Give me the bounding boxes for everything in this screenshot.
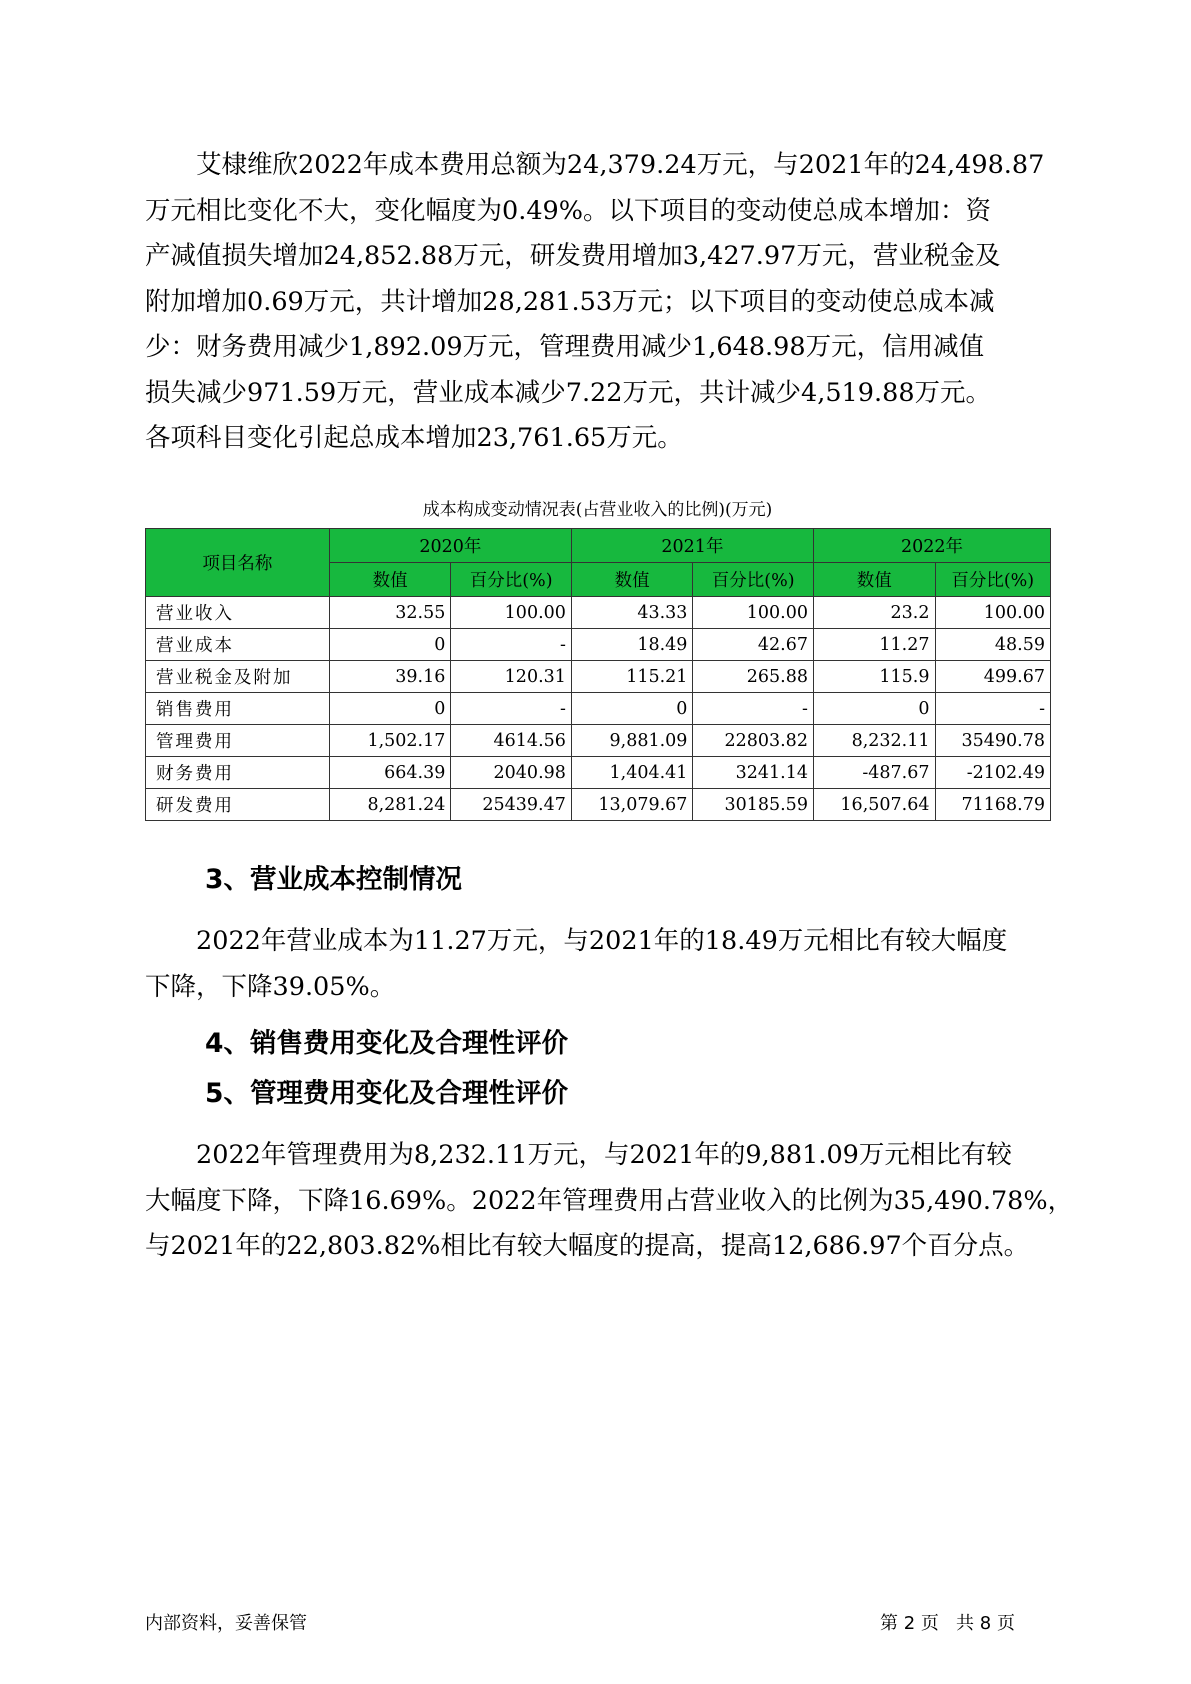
table-row xyxy=(146,597,1051,629)
section5-paragraph xyxy=(145,1133,1074,1270)
table-cell: 100.00 xyxy=(935,597,1051,629)
table-cell: 265.88 xyxy=(693,661,814,693)
table-cell: 22803.82 xyxy=(693,725,814,757)
percent-header: 百分比(%) xyxy=(935,563,1051,597)
percent-header: 百分比(%) xyxy=(451,563,572,597)
percent-header: 百分比(%) xyxy=(693,563,814,597)
table-cell: 0 xyxy=(329,693,451,725)
summary-line: 损失减少971.59万元，营业成本减少7.22万元，共计减少4,519.88万元。 xyxy=(145,377,992,408)
summary-paragraph xyxy=(145,143,1050,462)
table-cell: 664.39 xyxy=(329,757,451,789)
table-header-row xyxy=(146,529,1051,563)
table-cell: 100.00 xyxy=(451,597,572,629)
table-cell: 100.00 xyxy=(693,597,814,629)
table-cell: 0 xyxy=(329,629,451,661)
section5-line: 大幅度下降，下降16.69%。2022年管理费用占营业收入的比例为35,490.78%， xyxy=(145,1185,1074,1216)
table-cell: 42.67 xyxy=(693,629,814,661)
table-row xyxy=(146,661,1051,693)
table-cell: 9,881.09 xyxy=(571,725,693,757)
table-cell: - xyxy=(451,629,572,661)
summary-line: 各项科目变化引起总成本增加23,761.65万元。 xyxy=(145,423,683,453)
table-cell: 0 xyxy=(813,693,935,725)
row-label: 管理费用 xyxy=(146,725,330,757)
section3-line: 2022年营业成本为11.27万元，与2021年的18.49万元相比有较大幅度 xyxy=(196,926,1008,956)
table-cell: 16,507.64 xyxy=(813,789,935,821)
table-row xyxy=(146,629,1051,661)
row-label: 营业成本 xyxy=(146,629,330,661)
value-header: 数值 xyxy=(571,563,693,597)
table-cell: 25439.47 xyxy=(451,789,572,821)
section-heading-3: 3、营业成本控制情况 xyxy=(205,864,462,895)
table-cell: 18.49 xyxy=(571,629,693,661)
table-cell: - xyxy=(451,693,572,725)
table-cell: 23.2 xyxy=(813,597,935,629)
table-cell: 499.67 xyxy=(935,661,1051,693)
table-cell: -2102.49 xyxy=(935,757,1051,789)
table-cell: 1,502.17 xyxy=(329,725,451,757)
section5-line: 与2021年的22,803.82%相比有较大幅度的提高，提高12,686.97个百分点。 xyxy=(145,1231,1030,1261)
section5-line: 2022年管理费用为8,232.11万元，与2021年的9,881.09万元相比有较 xyxy=(196,1140,1012,1170)
row-label: 销售费用 xyxy=(146,693,330,725)
year-header-2021: 2021年 xyxy=(571,529,813,563)
table-row xyxy=(146,757,1051,789)
summary-line: 附加增加0.69万元，共计增加28,281.53万元；以下项目的变动使总成本减 xyxy=(145,286,995,317)
footer-confidential-note: 内部资料，妥善保管 xyxy=(145,1613,307,1634)
year-header-2022: 2022年 xyxy=(813,529,1050,563)
table-cell: 35490.78 xyxy=(935,725,1051,757)
table-cell: 43.33 xyxy=(571,597,693,629)
table-cell: -487.67 xyxy=(813,757,935,789)
table-cell: - xyxy=(935,693,1051,725)
year-header-2020: 2020年 xyxy=(329,529,571,563)
table-cell: 0 xyxy=(571,693,693,725)
summary-line: 艾棣维欣2022年成本费用总额为24,379.24万元，与2021年的24,498.87 xyxy=(196,150,1045,180)
table-cell: 115.21 xyxy=(571,661,693,693)
row-label: 研发费用 xyxy=(146,789,330,821)
value-header: 数值 xyxy=(813,563,935,597)
table-cell: 13,079.67 xyxy=(571,789,693,821)
summary-line: 万元相比变化不大，变化幅度为0.49%。以下项目的变动使总成本增加：资 xyxy=(145,195,992,226)
table-cell: 120.31 xyxy=(451,661,572,693)
section3-paragraph xyxy=(145,919,1050,1010)
table-cell: 8,281.24 xyxy=(329,789,451,821)
table-cell: 32.55 xyxy=(329,597,451,629)
table-cell: 4614.56 xyxy=(451,725,572,757)
table-cell: 39.16 xyxy=(329,661,451,693)
table-cell: 2040.98 xyxy=(451,757,572,789)
item-name-header: 项目名称 xyxy=(146,529,330,597)
cost-structure-table xyxy=(145,528,1051,821)
table-row xyxy=(146,725,1051,757)
table-cell: 48.59 xyxy=(935,629,1051,661)
table-cell: 1,404.41 xyxy=(571,757,693,789)
row-label: 营业收入 xyxy=(146,597,330,629)
footer-page-number: 第 2 页 共 8 页 xyxy=(880,1613,1015,1634)
value-header: 数值 xyxy=(329,563,451,597)
table-cell: 3241.14 xyxy=(693,757,814,789)
table-row xyxy=(146,693,1051,725)
table-cell: 115.9 xyxy=(813,661,935,693)
table-cell: 8,232.11 xyxy=(813,725,935,757)
table-cell: 11.27 xyxy=(813,629,935,661)
table-cell: 71168.79 xyxy=(935,789,1051,821)
table-caption: 成本构成变动情况表(占营业收入的比例)(万元) xyxy=(422,500,773,520)
table-row xyxy=(146,789,1051,821)
section-heading-4: 4、销售费用变化及合理性评价 xyxy=(205,1028,568,1059)
row-label: 财务费用 xyxy=(146,757,330,789)
table-cell: 30185.59 xyxy=(693,789,814,821)
row-label: 营业税金及附加 xyxy=(146,661,330,693)
section3-line: 下降，下降39.05%。 xyxy=(145,971,396,1002)
section-heading-5: 5、管理费用变化及合理性评价 xyxy=(205,1078,568,1109)
summary-line: 产减值损失增加24,852.88万元，研发费用增加3,427.97万元，营业税金及 xyxy=(145,241,1001,271)
table-cell: - xyxy=(693,693,814,725)
summary-line: 少：财务费用减少1,892.09万元，管理费用减少1,648.98万元，信用减值 xyxy=(145,332,985,362)
